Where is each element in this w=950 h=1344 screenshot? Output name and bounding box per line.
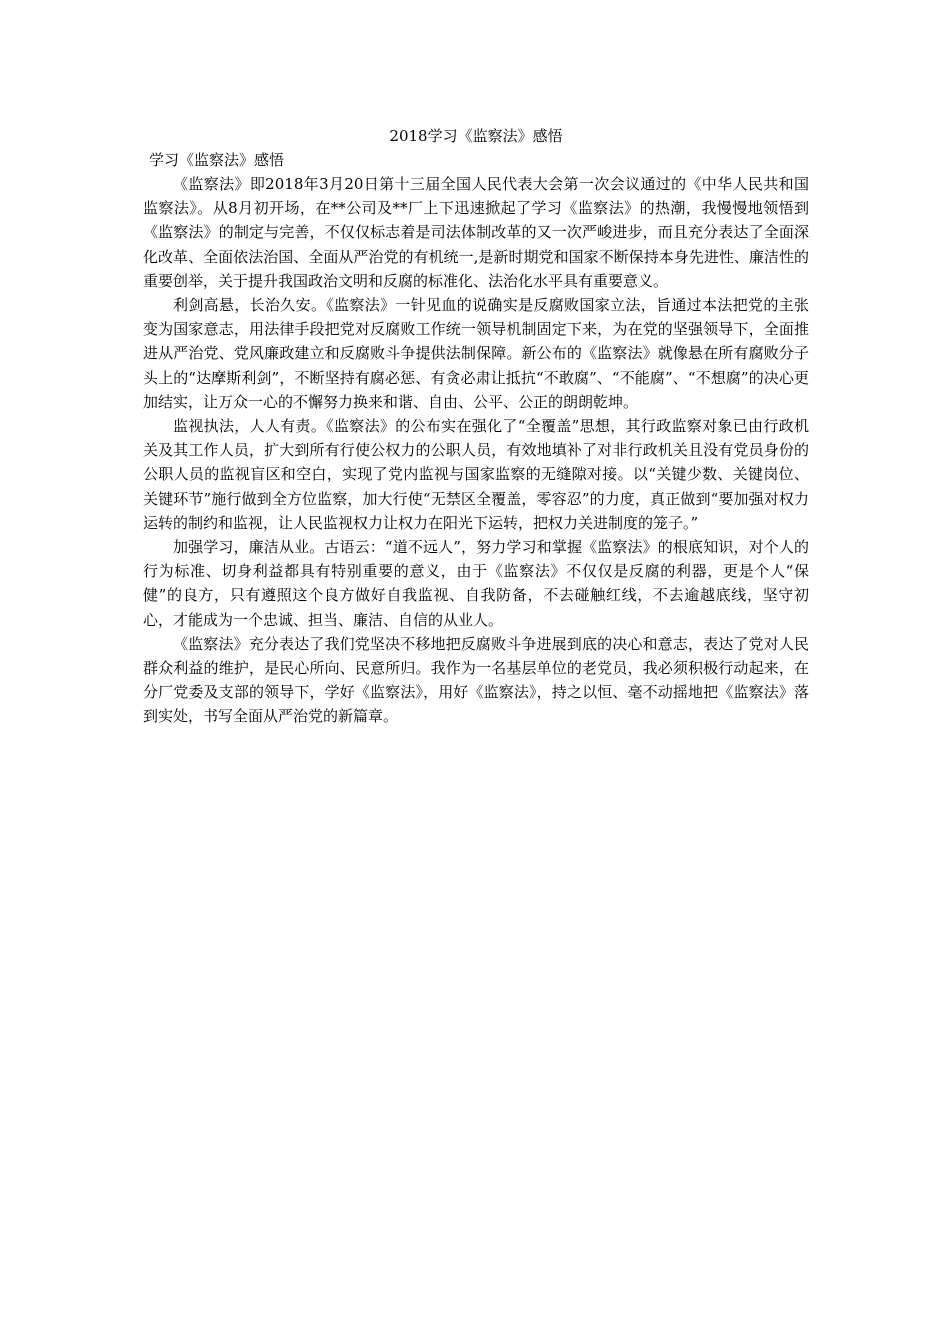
document-subtitle: 学习《监察法》感悟 <box>149 151 285 169</box>
paragraph-5: 《监察法》充分表达了我们党坚决不移地把反腐败斗争进展到底的决心和意志，表达了党对人民群众利益的维护，是民心所向、民意所归。我作为一名基层单位的老党员，我必须积极行动起来，在分厂党委及支部的领导下，学好《监察法》，用好《监察法》，持之以恒、毫不动摇地把《监察法》落到实处，书写全面从严治党的新篇章。 <box>143 634 809 726</box>
paragraph-1: 《监察法》即2018年3月20日第十三届全国人民代表大会第一次会议通过的《中华人民共和国监察法》。从8月初开场，在**公司及**厂上下迅速掀起了学习《监察法》的热潮，我慢慢地领悟到《监察法》的制定与完善，不仅仅标志着是司法体制改革的又一次严峻进步，而且充分表达了全面深化改革、全面依法治国、全面从严治党的有机统一,是新时期党和国家不断保持本身先进性、廉洁性的重要创举，关于提升我国政治文明和反腐的标准化、法治化水平具有重要意义。 <box>143 175 809 290</box>
document-title: 2018学习《监察法》感悟 <box>389 127 563 145</box>
document-body <box>143 124 809 729</box>
paragraph-2: 利剑高悬，长治久安。《监察法》一针见血的说确实是反腐败国家立法，旨通过本法把党的主张变为国家意志，用法律手段把党对反腐败工作统一领导机制固定下来，为在党的坚强领导下，全面推进从严治党、党风廉政建立和反腐败斗争提供法制保障。新公布的《监察法》就像悬在所有腐败分子头上的“达摩斯利剑”，不断坚持有腐必惩、有贪必肃让抵抗“不敢腐”、“不能腐”、“不想腐”的决心更加结实，让万众一心的不懈努力换来和谐、自由、公平、公正的朗朗乾坤。 <box>143 296 809 411</box>
paragraph-4: 加强学习，廉洁从业。古语云：“道不远人”，努力学习和掌握《监察法》的根底知识，对个人的行为标准、切身利益都具有特别重要的意义，由于《监察法》不仅仅是反腐的利器，更是个人“保健”的良方，只有遵照这个良方做好自我监视、自我防备，不去碰触红线，不去逾越底线，坚守初心，才能成为一个忠诚、担当、廉洁、自信的从业人。 <box>143 538 809 629</box>
paragraph-3: 监视执法，人人有责。《监察法》的公布实在强化了“全覆盖”思想，其行政监察对象已由行政机关及其工作人员，扩大到所有行使公权力的公职人员，有效地填补了对非行政机关且没有党员身份的公职人员的监视盲区和空白，实现了党内监视与国家监察的无缝隙对接。以“关键少数、关键岗位、关键环节”施行做到全方位监察，加大行使“无禁区全覆盖，零容忍”的力度，真正做到“要加强对权力运转的制约和监视，让人民监视权力让权力在阳光下运转，把权力关进制度的笼子。” <box>143 417 809 532</box>
